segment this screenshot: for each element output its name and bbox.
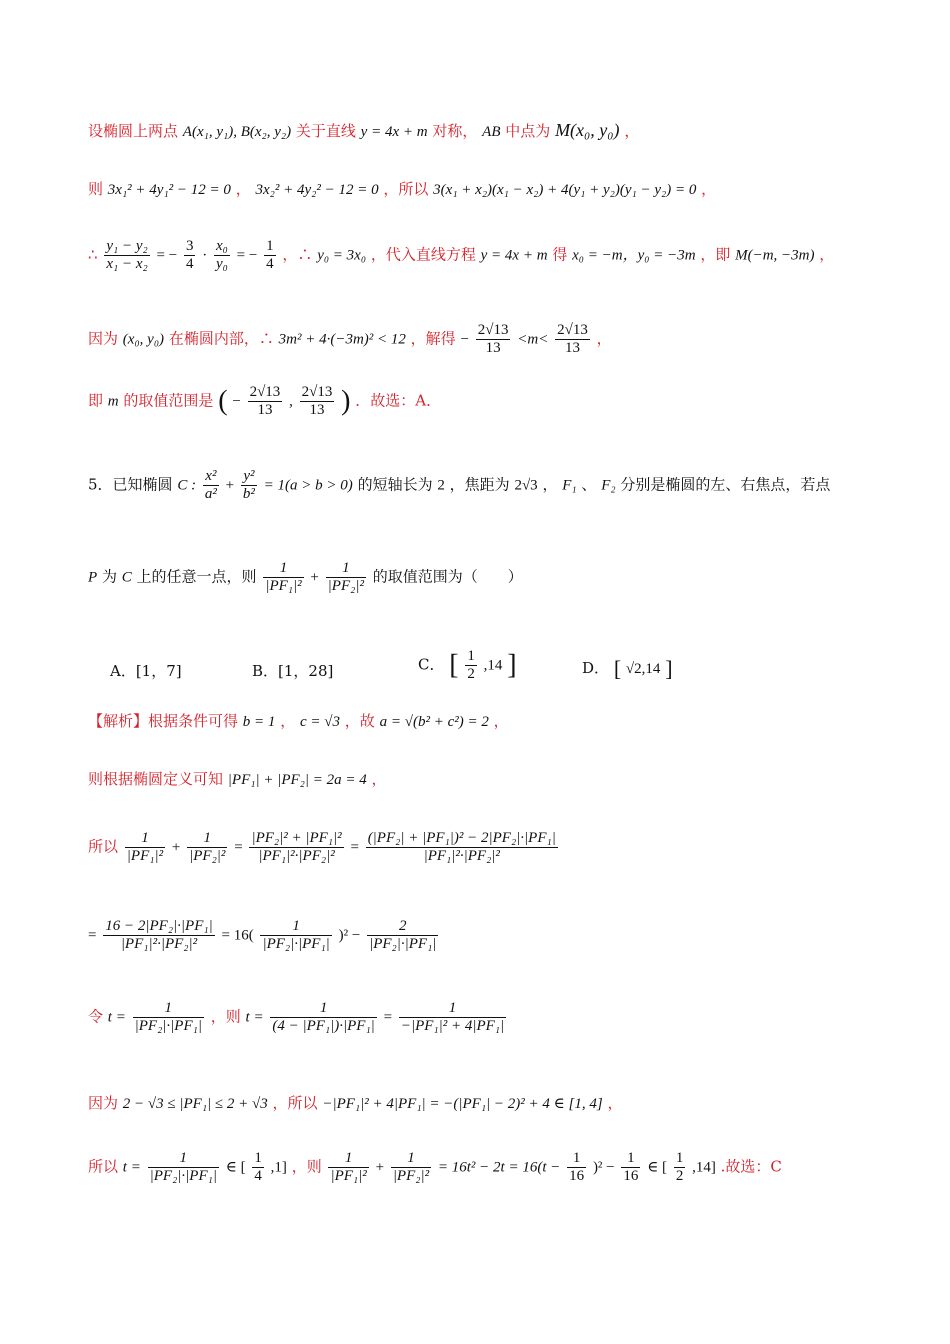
text: 因为 [88,1094,119,1112]
math: −|PF₁|² + 4|PF₁| = −(|PF₁| − 2)² + 4 ∈ [1, 4] [322,1096,603,1112]
fraction: $\frac{2√13}{13}$ [249,384,281,418]
math: m [107,393,119,410]
text: ， [596,329,612,348]
text: 因为 [88,329,119,348]
text: ，所以 [383,180,429,198]
fraction: $\frac{1}{4}$ [266,238,274,272]
block1-line-3 [88,238,834,273]
math: 3x₂² + 4y₂² − 12 = 0 [255,182,379,198]
fraction: $\frac{1}{16}$ [569,1150,585,1184]
text: 【解析】根据条件可得 [88,712,239,730]
block1-line-4 [88,322,612,357]
text: 令 [88,1007,104,1026]
text: ， [542,475,558,494]
fraction: $\frac{1}{\text{−|PF₁|² + 4|PF₁|}}$ [400,1000,505,1034]
option-d-label: D． [582,659,610,677]
text: 所以 [88,837,119,856]
math: − [460,331,469,348]
text: ， [493,712,509,730]
text: ，则 [291,1157,322,1176]
text: ，所以 [272,1094,318,1112]
math: 2 − √3 ≤ |PF₁| ≤ 2 + √3 [122,1096,268,1112]
text: ， [819,245,835,264]
text: 的短轴长为 [357,475,433,494]
text: ∴ [88,245,98,264]
text: 上的任意一点，则 [136,567,257,586]
q5-line-2 [88,560,523,595]
option-c[interactable]: C． [ $\frac{1}{2}$ ,14 ] [418,648,517,682]
math: + [225,477,235,494]
math: + [375,1159,385,1176]
text: 在椭圆内部，∴ [168,329,274,348]
fraction: $\frac{\text{|PF₂|² + |PF₁|²}}{\text{|PF₁|²·|PF₂|²}}$ [251,830,342,864]
math: x₀ = −m，y₀ = −3m [572,247,696,264]
math: y = 4x + m [360,124,428,140]
text: ．故选：A． [355,391,442,410]
math: = [383,1009,393,1026]
math: AB [482,124,501,140]
math: + [171,839,181,856]
block1-line-2 [88,178,716,199]
math: A(x₁, y₁), B(x₂, y₂) [182,124,292,140]
text: 中点为 [505,122,551,140]
math: <m< [517,331,549,348]
fraction: $\frac{3}{4}$ [185,238,194,272]
math: a = √(b² + c²) = 2 [379,714,489,730]
fraction: $\frac{2}{\text{|PF₂|·|PF₁|}}$ [369,918,437,952]
text: ， [280,712,296,730]
math: 2 [437,477,445,494]
text: ， [607,1094,623,1112]
math: · [202,247,208,264]
solution-line-4 [88,918,440,953]
fraction: $\frac{1}{\text{(4 − |PF₁|)·|PF₁|}}$ [272,1000,375,1034]
block1-line-5: 即 m 的取值范围是 ( − $\frac{2√13}{13}$ , $\frac{2√13}{13}$ ) ．故选：A． [88,384,442,418]
q5-line-1 [88,468,830,503]
math: y = 4x + m [480,247,548,264]
fraction: $\frac{\text{y²}}{\text{b²}}$ [242,468,255,502]
fraction: $\frac{1}{\text{|PF₂|·|PF₁|}}$ [262,918,330,952]
math: ,14] [692,1159,716,1176]
text: ， [371,770,387,788]
fraction: $\frac{1}{\text{|PF₁|²}}$ [265,560,302,594]
math: F₁ [562,477,577,494]
math: = − [156,247,178,264]
solution-line-2 [88,768,387,789]
math: ,1] [270,1159,287,1176]
text: ，故 [344,712,375,730]
math: F₂ [601,477,616,494]
option-a[interactable]: A．[1，7] [110,662,182,680]
text: 所以 [88,1157,119,1176]
fraction: $\frac{\text{y₁ − y₂}}{\text{x₁ − x₂}}$ [106,238,148,272]
math: = [234,839,243,856]
math: = 16( [221,927,254,944]
fraction: $\frac{1}{\text{|PF₂|²}}$ [189,830,226,864]
math: − [232,393,241,410]
math: t = [245,1009,264,1026]
math: 3x₁² + 4y₁² − 12 = 0 [107,182,231,198]
option-c-label: C． [418,655,445,674]
math: 2√3 [514,477,538,494]
math: = 1(a > b > 0) [263,477,353,494]
solution-line-3 [88,830,560,865]
math: 3m² + 4·(−3m)² < 12 [278,331,406,348]
fraction: $\frac{\text{(|PF₂| + |PF₁|)² − 2|PF₂|·|PF₁|}}{\text{|PF₁|²·|PF₂|²}}$ [367,830,556,864]
text: 设椭圆上两点 [88,122,179,140]
text: ， [624,122,640,140]
math: ,14 [483,657,503,674]
text: 的取值范围为（ ） [372,567,523,586]
math: = − [236,247,258,264]
solution-line-6 [88,1092,623,1113]
math: ∈ [ [647,1159,668,1176]
fraction: $\frac{1}{\text{|PF₁|²}}$ [330,1150,367,1184]
math: , [289,393,293,410]
fraction: $\frac{2√13}{13}$ [477,322,509,356]
fraction: $\frac{1}{2}$ [467,648,475,682]
math: (x₀, y₀) [122,331,165,348]
math: P [88,569,98,586]
text: ， [235,180,251,198]
math: 3(x₁ + x₂)(x₁ − x₂) + 4(y₁ + y₂)(y₁ − y₂) = 0 [433,182,697,198]
text: ，∴ [282,245,313,264]
solution-line-1 [88,710,509,731]
math: = [88,927,97,944]
option-b[interactable]: B．[1，28] [252,662,334,680]
text: .故选：C [720,1157,782,1176]
fraction: $\frac{\text{x²}}{\text{a²}}$ [204,468,217,502]
fraction: $\frac{2√13}{13}$ [301,384,333,418]
text: ，解得 [410,329,456,348]
math: c = √3 [300,714,341,730]
text: ，代入直线方程 [370,245,476,264]
text: 5．已知椭圆 [88,475,173,494]
math: = 16t² − 2t = 16(t − [437,1159,561,1176]
text: 对称， [432,122,478,140]
math: ∈ [ [225,1159,246,1176]
block1-line-1 [88,120,639,141]
fraction: $\frac{1}{\text{|PF₁|²}}$ [126,830,164,864]
text: ， [701,180,717,198]
fraction: $\frac{\text{x₀}}{\text{y₀}}$ [216,238,228,272]
text: 即 [88,391,104,410]
math: √2,14 [625,661,661,677]
solution-line-5 [88,1000,508,1035]
fraction: $\frac{1}{16}$ [623,1150,639,1184]
math: M(−m, −3m) [735,247,815,264]
fraction: $\frac{1}{4}$ [254,1150,262,1184]
math: C : [177,477,197,494]
math: |PF₁| + |PF₂| = 2a = 4 [227,772,367,788]
math: t = [122,1159,141,1176]
fraction: $\frac{1}{\text{|PF₂|·|PF₁|}}$ [134,1000,202,1034]
option-d[interactable]: D． [ √2,14 ] [582,656,673,681]
math: y₀ = 3x₀ [317,247,367,264]
text: ，即 [700,245,731,264]
text: 则 [88,180,104,198]
math: + [310,569,319,586]
fraction: $\frac{1}{2}$ [675,1150,684,1184]
text: 分别是椭圆的左、右焦点，若点 [620,475,831,494]
text: ，焦距为 [449,475,510,494]
fraction: $\frac{\text{16 − 2|PF₂|·|PF₁|}}{\text{|PF₁|²·|PF₂|²}}$ [105,918,213,952]
text: 则根据椭圆定义可知 [88,770,224,788]
fraction: $\frac{2√13}{13}$ [557,322,588,356]
math: b = 1 [242,714,276,730]
text: 为 [101,567,117,586]
text: ，则 [210,1007,241,1026]
fraction: $\frac{1}{\text{|PF₂|²}}$ [392,1150,430,1184]
math: t = [107,1009,126,1026]
math: C [121,569,132,586]
text: 得 [552,245,568,264]
math: M(x₀, y₀) [555,120,620,140]
math: )² − [592,1159,615,1176]
solution-line-7 [88,1150,782,1185]
text: 的取值范围是 [123,391,214,410]
text: 关于直线 [295,122,356,140]
text: 、 [581,475,597,494]
fraction: $\frac{1}{\text{|PF₂|²}}$ [327,560,364,594]
fraction: $\frac{1}{\text{|PF₂|·|PF₁|}}$ [149,1150,217,1184]
math: = [350,839,359,856]
math: )² − [338,927,361,944]
